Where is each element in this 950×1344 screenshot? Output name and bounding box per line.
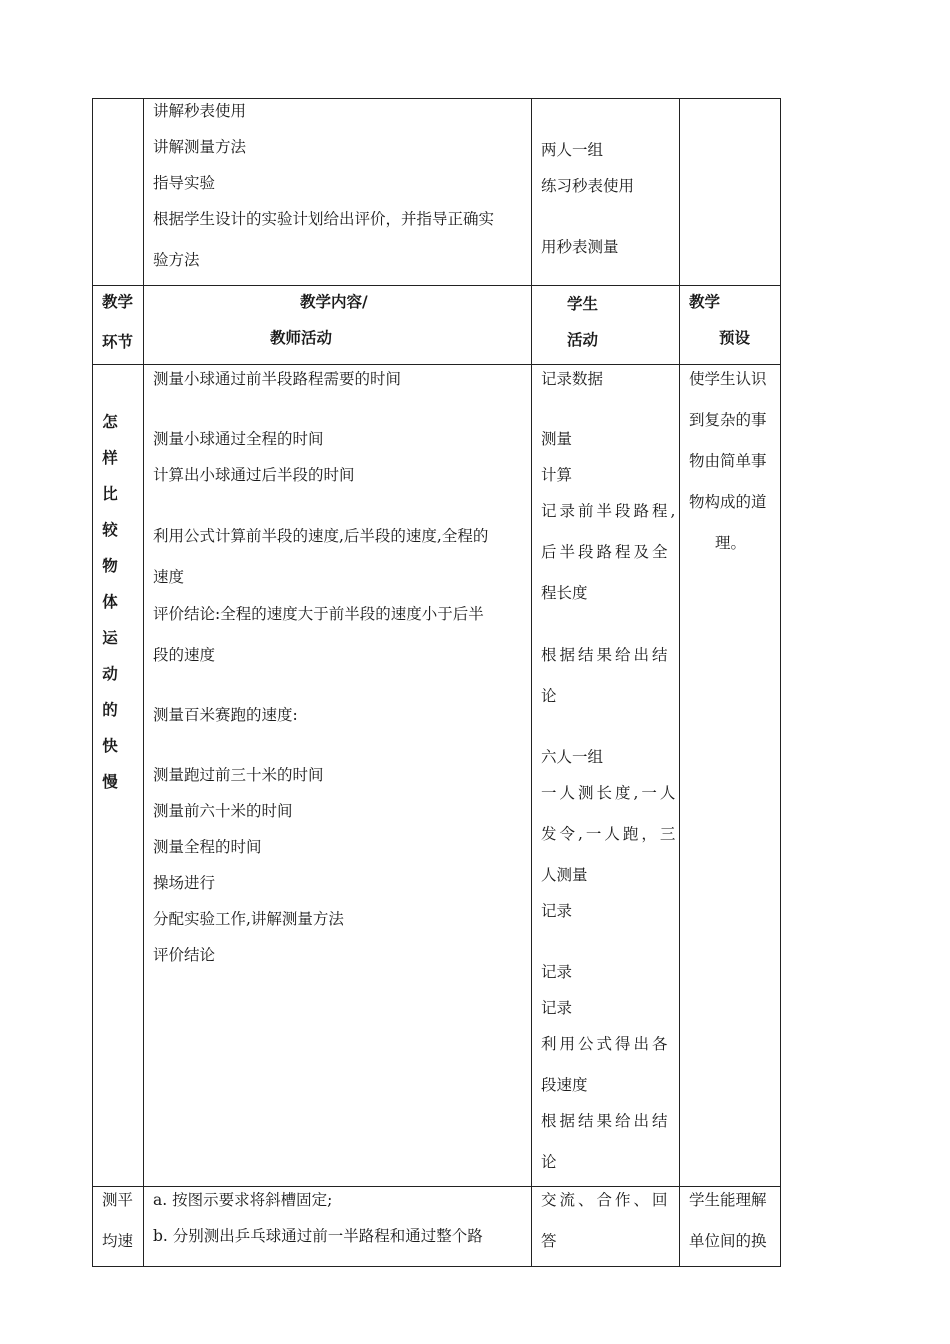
header-student-line1: 学生	[567, 294, 599, 313]
header-preset-line1: 教学	[689, 292, 721, 311]
table-border-right	[780, 98, 781, 1267]
top-teacher-line: 指导实验	[153, 174, 216, 192]
section1-student-line: 记录	[541, 963, 573, 981]
section1-teacher-line: 评价结论	[153, 946, 216, 964]
column-divider-3	[679, 98, 680, 1267]
section1-teacher-line: 测量前六十米的时间	[153, 802, 293, 820]
section2-teacher-line: b. 分别测出乒乓球通过前一半路程和通过整个路	[153, 1227, 483, 1245]
section1-preset-line: 理。	[715, 534, 747, 552]
section1-student-line: 记录	[541, 999, 573, 1017]
section1-teacher-line: 测量小球通过全程的时间	[153, 430, 324, 448]
section1-teacher-line: 利用公式计算前半段的速度,后半段的速度,全程的	[153, 527, 489, 545]
section2-student-line: 答	[541, 1232, 557, 1250]
section2-preset-line: 单位间的换	[689, 1232, 767, 1250]
section1-preset-line: 物构成的道	[689, 493, 767, 511]
section1-preset-line: 到复杂的事	[689, 411, 767, 429]
section1-student-line: 一人测长度,一人	[541, 784, 679, 802]
section1-student-line: 记录	[541, 902, 573, 920]
section2-student-line: 交流、合作、回	[541, 1191, 671, 1209]
column-divider-1	[143, 98, 144, 1267]
top-student-line: 两人一组	[541, 141, 604, 159]
section1-teacher-line: 分配实验工作,讲解测量方法	[153, 910, 344, 928]
header-stage-line1: 教学	[102, 292, 134, 311]
top-student-line: 用秒表测量	[541, 238, 619, 256]
top-teacher-line: 讲解秒表使用	[153, 102, 247, 120]
section1-student-line: 程长度	[541, 584, 588, 602]
section1-teacher-line: 评价结论:全程的速度大于前半段的速度小于后半	[153, 605, 484, 623]
header-preset-line2: 预设	[719, 328, 751, 347]
stage-label-vertical: 怎样比较物体运动的快慢	[102, 412, 118, 791]
top-teacher-line: 讲解测量方法	[153, 138, 247, 156]
section1-student-line: 根据结果给出结	[541, 646, 671, 664]
section1-preset-line: 使学生认识	[689, 370, 767, 388]
section2-teacher-line: a. 按图示要求将斜槽固定;	[153, 1191, 333, 1209]
section1-student-line: 根据结果给出结	[541, 1112, 671, 1130]
header-row-top-border	[92, 285, 781, 286]
section2-stage-line1: 测平	[102, 1191, 134, 1209]
section1-teacher-line: 速度	[153, 568, 185, 586]
header-content-line2: 教师活动	[270, 328, 333, 347]
section1-teacher-line: 测量跑过前三十米的时间	[153, 766, 324, 784]
section1-student-line: 测量	[541, 430, 573, 448]
top-teacher-line: 根据学生设计的实验计划给出评价，并指导正确实	[153, 210, 495, 228]
section1-student-line: 人测量	[541, 866, 588, 884]
section1-teacher-line: 段的速度	[153, 646, 216, 664]
section1-teacher-line: 测量百米赛跑的速度:	[153, 706, 298, 724]
section1-teacher-line: 操场进行	[153, 874, 216, 892]
section1-teacher-line: 计算出小球通过后半段的时间	[153, 466, 355, 484]
section1-student-line: 记录数据	[541, 370, 604, 388]
section2-preset-line: 学生能理解	[689, 1191, 767, 1209]
section1-student-line: 后半段路程及全	[541, 543, 671, 561]
table-border-bottom	[92, 1266, 781, 1267]
section1-student-line: 六人一组	[541, 748, 604, 766]
section1-preset-line: 物由简单事	[689, 452, 767, 470]
section1-student-line: 记录前半段路程,	[541, 502, 679, 520]
section1-student-line: 段速度	[541, 1076, 588, 1094]
section1-teacher-line: 测量全程的时间	[153, 838, 262, 856]
section1-student-line: 计算	[541, 466, 573, 484]
section1-student-line: 论	[541, 687, 557, 705]
section1-student-line: 发令,一人跑，三	[541, 825, 679, 843]
top-teacher-line: 验方法	[153, 251, 200, 269]
section1-student-line: 利用公式得出各	[541, 1035, 671, 1053]
header-stage-line2: 环节	[102, 332, 134, 351]
table-border-left	[92, 98, 93, 1267]
header-student-line2: 活动	[567, 330, 599, 349]
section1-teacher-line: 测量小球通过前半段路程需要的时间	[153, 370, 402, 388]
header-content-line1: 教学内容/	[300, 292, 368, 311]
top-student-line: 练习秒表使用	[541, 177, 635, 195]
section2-stage-line2: 均速	[102, 1232, 134, 1250]
column-divider-2	[531, 98, 532, 1267]
section1-student-line: 论	[541, 1153, 557, 1171]
